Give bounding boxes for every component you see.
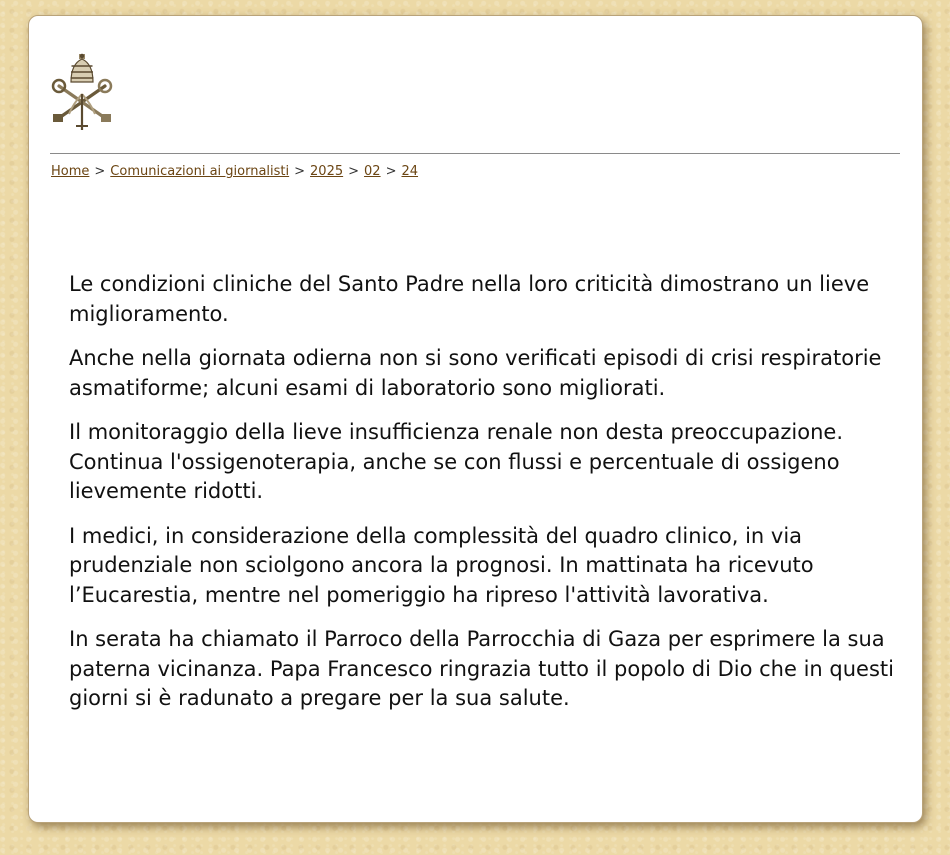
breadcrumb-home-link[interactable]: Home bbox=[51, 164, 90, 179]
breadcrumb-separator: > bbox=[348, 164, 360, 179]
breadcrumb-year-link[interactable]: 2025 bbox=[310, 164, 344, 179]
breadcrumb-month-link[interactable]: 02 bbox=[364, 164, 381, 179]
article-body bbox=[69, 270, 899, 729]
breadcrumb-separator: > bbox=[294, 164, 306, 179]
article-paragraph: Anche nella giornata odierna non si sono verificati episodi di crisi respiratorie asmatiforme; alcuni esami di laboratorio sono migliorati. bbox=[69, 346, 882, 400]
breadcrumb-separator: > bbox=[385, 164, 397, 179]
breadcrumb-day-link[interactable]: 24 bbox=[401, 164, 419, 179]
article-paragraph: Le condizioni cliniche del Santo Padre nella loro criticità dimostrano un lieve miglioramento. bbox=[69, 272, 870, 326]
breadcrumb-comunicazioni-link[interactable]: Comunicazioni ai giornalisti bbox=[110, 164, 290, 179]
content-card bbox=[28, 15, 923, 823]
article-paragraph: I medici, in considerazione della complessità del quadro clinico, in via prudenziale non sciolgono ancora la prognosi. In mattinata ha ricevuto l’Eucarestia, mentre nel pomeriggio ha ripreso l'attività lavorativa. bbox=[69, 523, 814, 607]
breadcrumb-separator: > bbox=[94, 164, 106, 179]
header-divider bbox=[50, 153, 900, 154]
article-paragraph: In serata ha chiamato il Parroco della Parrocchia di Gaza per esprimere la sua paterna vicinanza. Papa Francesco ringrazia tutto il popolo di Dio che in questi giorni si è radunato a pregare per la sua salute. bbox=[69, 627, 894, 710]
breadcrumb bbox=[51, 164, 418, 180]
article-paragraph: Il monitoraggio della lieve insufficienza renale non desta preoccupazione. Continua l'ossigenoterapia, anche se con flussi e percentuale di ossigeno lievemente ridotti. bbox=[69, 420, 843, 503]
holy-see-coat-of-arms-icon[interactable] bbox=[49, 52, 115, 132]
